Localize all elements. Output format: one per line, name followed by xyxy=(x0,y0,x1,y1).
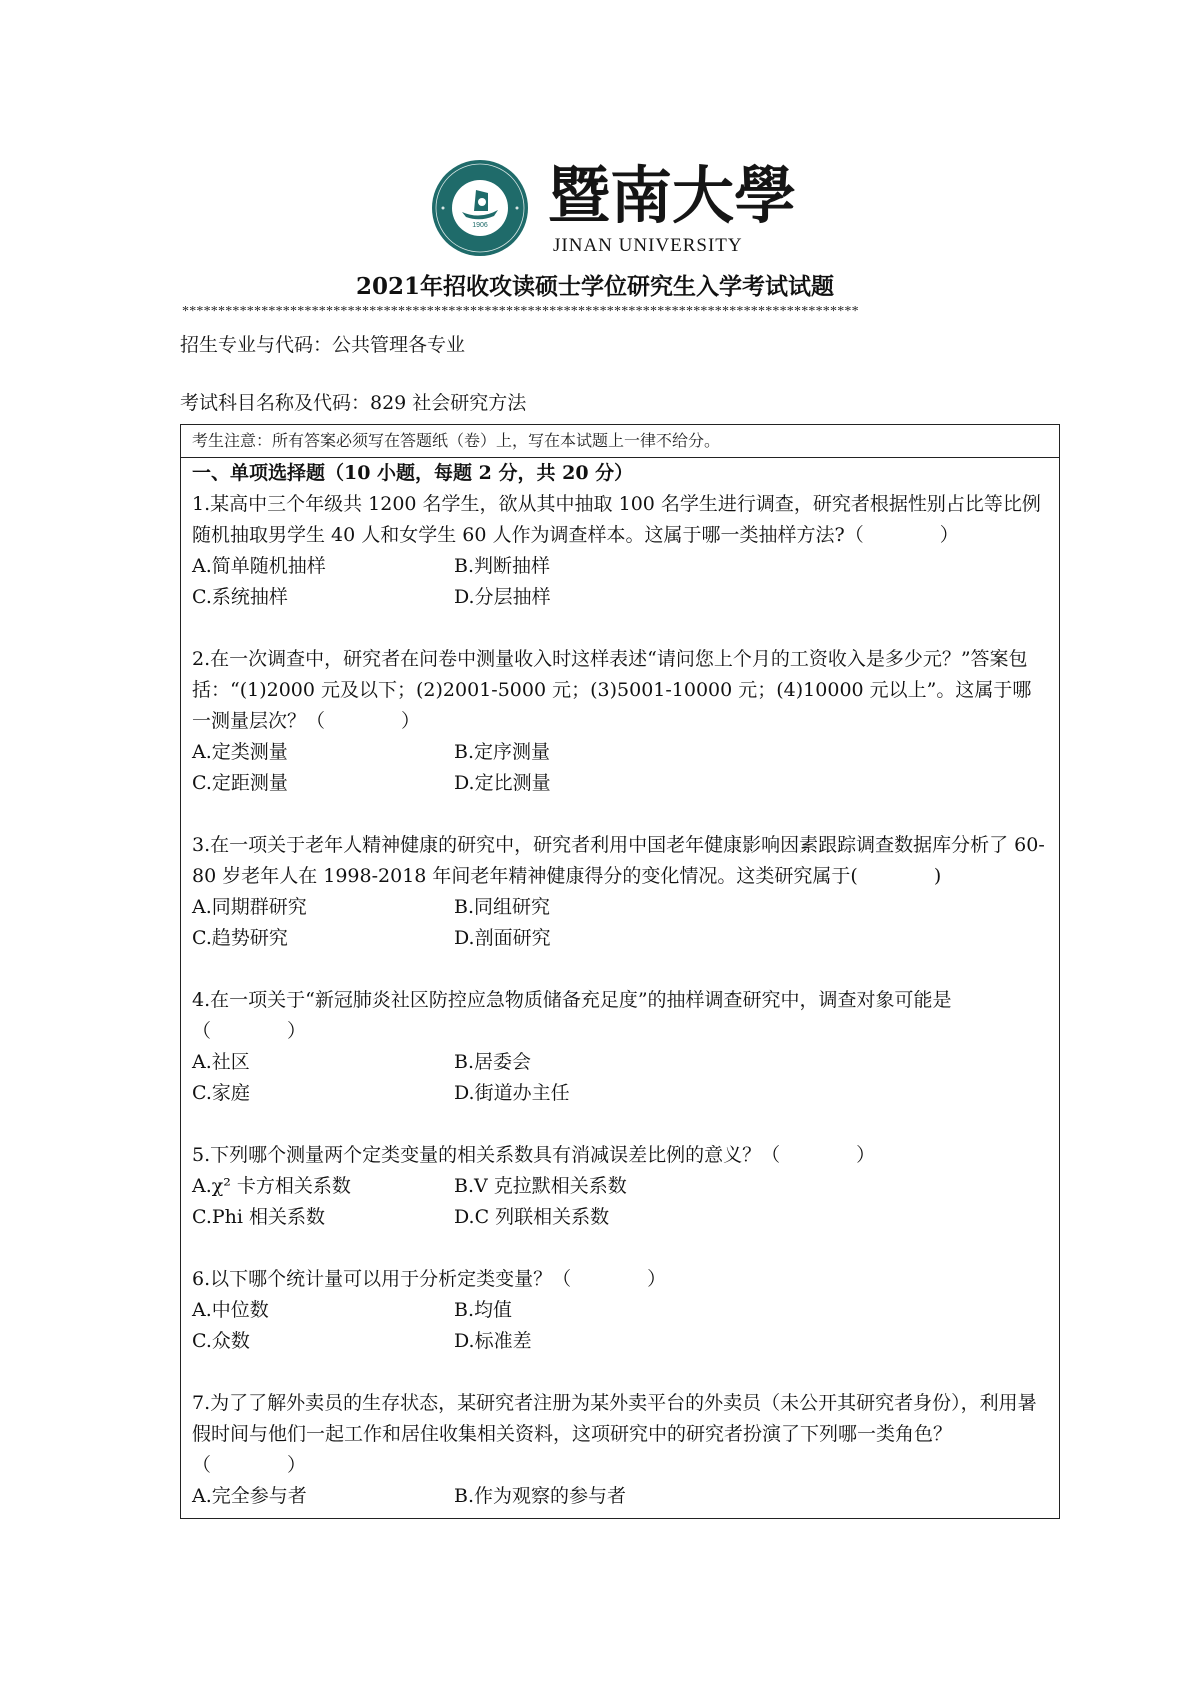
question-text: 2.在一次调查中，研究者在问卷中测量收入时这样表述“请问您上个月的工资收入是多少元？”答案包括：“(1)2000 元及以下；(2)2001-5000 元；(3)5001-10000 元；(4)10000 元以上”。这属于哪一测量层次？（ ） xyxy=(192,648,1032,732)
answer-option: C.定距测量 xyxy=(192,772,288,794)
university-name-chinese: 暨南大學 xyxy=(548,159,797,232)
answer-option: A.中位数 xyxy=(192,1299,269,1321)
option-row xyxy=(192,1078,1049,1109)
answer-option: C.系统抽样 xyxy=(192,586,288,608)
question-list xyxy=(192,489,1049,1512)
answer-option: A.χ² 卡方相关系数 xyxy=(192,1175,351,1197)
option-row xyxy=(192,1326,1049,1357)
jinan-university-seal-icon xyxy=(432,160,528,256)
university-seal-logo xyxy=(432,160,528,256)
answer-option: B.均值 xyxy=(454,1299,513,1321)
question-text: 3.在一项关于老年人精神健康的研究中，研究者利用中国老年健康影响因素跟踪调查数据库分析了 60-80 岁老年人在 1998-2018 年间老年精神健康得分的变化情况。这类研究属于( ) xyxy=(192,834,1045,887)
answer-option: B.同组研究 xyxy=(454,896,551,918)
answer-option: D.C 列联相关系数 xyxy=(454,1206,610,1228)
question-item xyxy=(192,644,1049,799)
answer-option: A.简单随机抽样 xyxy=(192,555,326,577)
option-row xyxy=(192,1171,1049,1202)
option-row xyxy=(192,1047,1049,1078)
university-name-english: JINAN UNIVERSITY xyxy=(553,235,743,256)
answer-option: B.V 克拉默相关系数 xyxy=(454,1175,627,1197)
question-section xyxy=(181,458,1059,1512)
answer-option: A.社区 xyxy=(192,1051,250,1073)
exam-question-box xyxy=(180,424,1060,1519)
answer-option: C.众数 xyxy=(192,1330,250,1352)
option-row xyxy=(192,923,1049,954)
answer-option: D.剖面研究 xyxy=(454,927,551,949)
question-item xyxy=(192,1140,1049,1233)
answer-option: B.作为观察的参与者 xyxy=(454,1485,627,1507)
option-row xyxy=(192,768,1049,799)
subject-code-line: 考试科目名称及代码：829 社会研究方法 xyxy=(180,392,527,414)
answer-option: D.定比测量 xyxy=(454,772,551,794)
option-row xyxy=(192,1295,1049,1326)
answer-option: B.居委会 xyxy=(454,1051,532,1073)
option-row xyxy=(192,551,1049,582)
question-text: 4.在一项关于“新冠肺炎社区防控应急物质储备充足度”的抽样调查研究中，调查对象可能是（ ） xyxy=(192,989,952,1042)
option-row xyxy=(192,737,1049,768)
answer-option: D.标准差 xyxy=(454,1330,532,1352)
answer-option: C.Phi 相关系数 xyxy=(192,1206,326,1228)
exam-notice: 考生注意：所有答案必须写在答题纸（卷）上，写在本试题上一律不给分。 xyxy=(181,425,1059,458)
option-row xyxy=(192,1481,1049,1512)
option-row xyxy=(192,892,1049,923)
question-text: 6.以下哪个统计量可以用于分析定类变量？（ ） xyxy=(192,1268,667,1290)
seal-year: 1906 xyxy=(472,222,488,229)
question-text: 7.为了了解外卖员的生存状态，某研究者注册为某外卖平台的外卖员（未公开其研究者身份），利用暑假时间与他们一起工作和居住收集相关资料，这项研究中的研究者扮演了下列哪一类角色？（ ） xyxy=(192,1392,1037,1476)
answer-option: B.定序测量 xyxy=(454,741,551,763)
answer-option: A.完全参与者 xyxy=(192,1485,307,1507)
separator-line: ********************************************************************************************** xyxy=(182,304,859,319)
answer-option: A.同期群研究 xyxy=(192,896,307,918)
answer-option: D.分层抽样 xyxy=(454,586,551,608)
answer-option: A.定类测量 xyxy=(192,741,288,763)
answer-option: D.街道办主任 xyxy=(454,1082,570,1104)
answer-option: C.家庭 xyxy=(192,1082,250,1104)
question-text: 1.某高中三个年级共 1200 名学生，欲从其中抽取 100 名学生进行调查，研究者根据性别占比等比例随机抽取男学生 40 人和女学生 60 人作为调查样本。这属于哪一类抽样方法?（ ） xyxy=(192,493,1041,546)
question-item xyxy=(192,1264,1049,1357)
major-code-line: 招生专业与代码：公共管理各专业 xyxy=(180,334,466,356)
option-row xyxy=(192,582,1049,613)
option-row xyxy=(192,1202,1049,1233)
question-item xyxy=(192,830,1049,954)
answer-option: C.趋势研究 xyxy=(192,927,288,949)
section-heading: 一、单项选择题（10 小题，每题 2 分，共 20 分） xyxy=(192,462,634,484)
answer-option: B.判断抽样 xyxy=(454,555,551,577)
question-item xyxy=(192,1388,1049,1512)
question-text: 5.下列哪个测量两个定类变量的相关系数具有消减误差比例的意义？（ ） xyxy=(192,1144,876,1166)
question-item xyxy=(192,489,1049,613)
exam-title: 2021年招收攻读硕士学位研究生入学考试试题 xyxy=(355,273,834,300)
question-item xyxy=(192,985,1049,1109)
